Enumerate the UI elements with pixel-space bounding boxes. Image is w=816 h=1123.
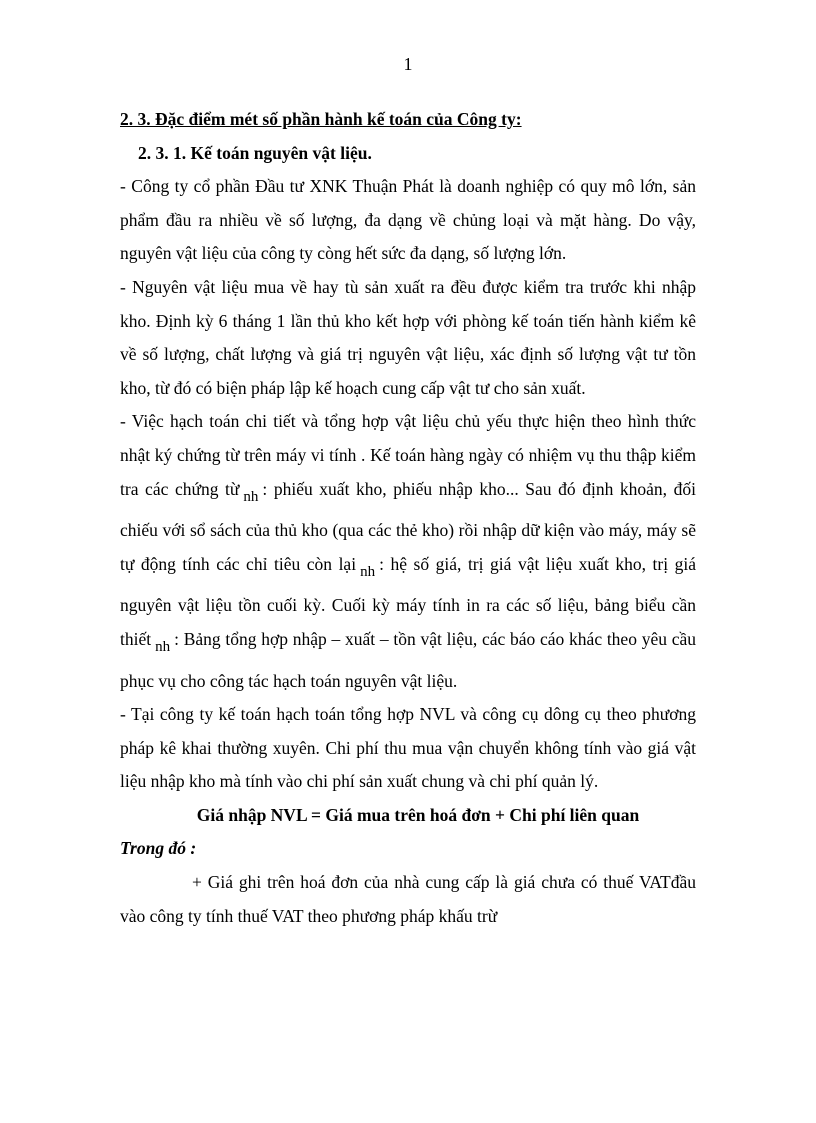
- paragraph-company-scale: - Công ty cổ phần Đầu tư XNK Thuận Phát là doanh nghiệp có quy mô lớn, sản phẩm đầu ra nhiều về số lượng, đa dạng về chủng loại và mặt hàng. Do vậy, nguyên vật liệu của công ty còng hết sức đa dạng, số lượng lớn.: [120, 176, 696, 264]
- process-text-4: : Bảng tổng hợp nhập – xuất – tồn vật liệu, các báo cáo khác theo yêu cầu phục vụ cho công tác hạch toán nguyên vật liệu.: [120, 628, 696, 691]
- nh-mark: nh: [155, 638, 171, 655]
- nh-mark: nh: [360, 563, 376, 580]
- formula-line: Giá nhập NVL = Giá mua trên hoá đơn + Chi phí liên quan: [196, 804, 640, 825]
- paragraph-method: - Tại công ty kế toán hạch toán tổng hợp NVL và công cụ dông cụ theo phương pháp kê khai thường xuyên. Chi phí thu mua vận chuyển không tính vào giá vật liệu nhập kho mà tính vào chi phí sản xuất chung và chi phí quản lý.: [120, 704, 696, 792]
- process-text-3: : hệ số giá, trị giá vật liệu xuất kho, trị giá nguyên vật liệu tồn cuối kỳ. Cuối kỳ máy tính in ra các số liệu, bảng biểu cần thiết: [120, 553, 696, 649]
- paragraph-inventory-check: - Nguyên vật liệu mua về hay tù sản xuất ra đều được kiểm tra trước khi nhập kho. Định kỳ 6 tháng 1 lần thủ kho kết hợp với phòng kế toán tiến hành kiểm kê về số lượng, chất lượng và giá trị nguyên vật liệu, xác định số lượng vật tư tồn kho, từ đó có biện pháp lập kế hoạch cung cấp vật tư cho sản xuất.: [120, 276, 696, 398]
- process-text-1: - Việc hạch toán chi tiết và tổng hợp vật liệu chủ yếu thực hiện theo hình thức nhật ký chứng từ trên máy vi tính . Kế toán hàng ngày có nhiệm vụ thu thập kiểm tra các chứng từ: [120, 411, 696, 499]
- process-text-2: : phiếu xuất kho, phiếu nhập kho... Sau đó định khoản, đối chiếu với sổ sách của thủ kho (qua các thẻ kho) rồi nhập dữ kiện vào máy, máy sẽ tự động tính các chỉ tiêu còn lại: [120, 478, 697, 574]
- page-number: 1: [403, 54, 413, 74]
- subsection-heading: 2. 3. 1. Kế toán nguyên vật liệu.: [138, 142, 372, 163]
- paragraph-invoice-price: + Giá ghi trên hoá đơn của nhà cung cấp là giá chưa có thuế VATđầu vào công ty tính thuế VAT theo phương pháp khấu trừ: [120, 872, 696, 926]
- where-label: Trong đó :: [120, 838, 197, 859]
- paragraph-accounting-process: [120, 405, 696, 698]
- document-body: [120, 103, 696, 933]
- section-heading: 2. 3. Đặc điểm mét số phần hành kế toán của Công ty:: [120, 109, 522, 129]
- nh-mark: nh: [243, 488, 259, 505]
